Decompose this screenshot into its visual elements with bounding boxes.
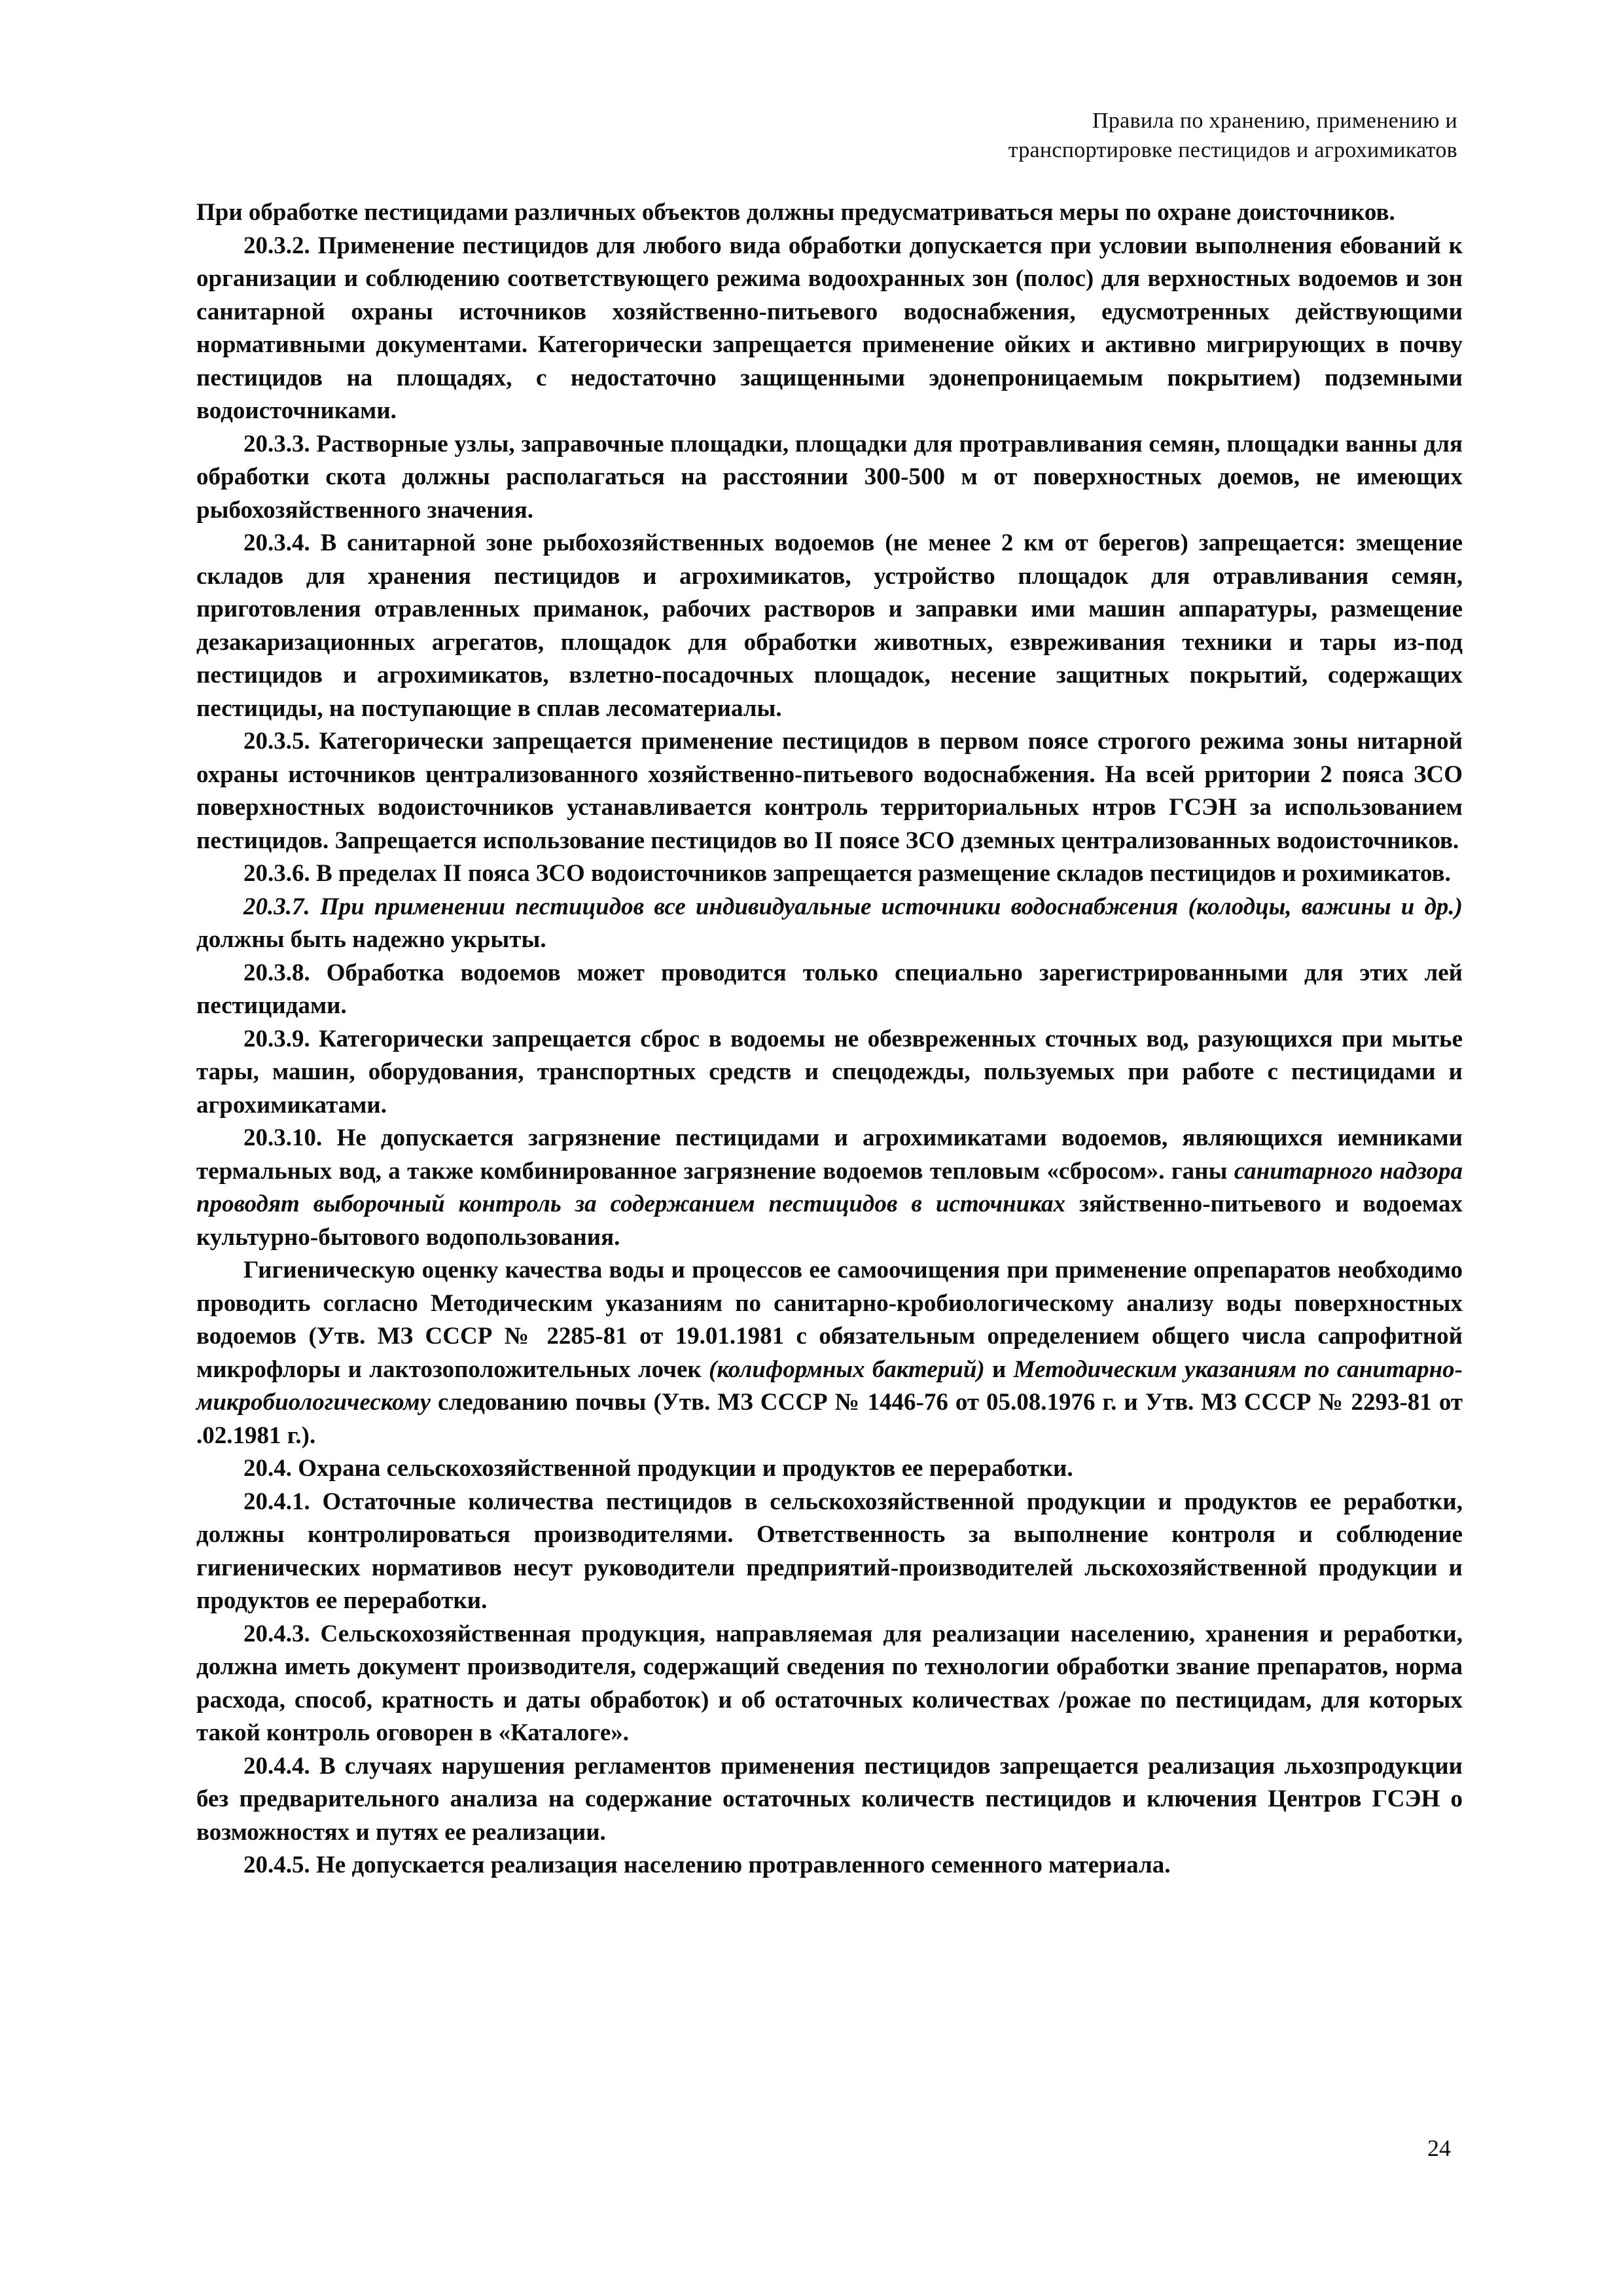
paragraph-20-3-10-part-1: 20.3.10. Не допускается загрязнение пестицидами и агрохимикатами водоемов, являющихся иемниками термальных вод, а также комбинированное загрязнение водоемов тепловым «сбросом». ганы — [196, 1124, 1463, 1185]
paragraph-hygiene-part-3: следованию почвы (Утв. МЗ СССР № 1446-76 от 05.08.1976 г. и Утв. МЗ СССР № 2293-81 от .02.1981 г.). — [196, 1389, 1463, 1449]
paragraph-20-3-7-rest: должны быть надежно укрыты. — [196, 926, 546, 953]
paragraph-hygiene-part-1: Гигиеническую оценку качества воды и процессов ее самоочищения при применение опрепаратов необходимо проводить согласно Методическим указаниям по санитарно-кробиологическому анализу воды поверхностных водоемов (Утв. МЗ СССР № 2285-81 от 19.01.1981 с обязательным определением общего числа сапрофитной микрофлоры и лактозоположительных лочек — [196, 1257, 1463, 1383]
running-header-line-2: транспортировке пестицидов и агрохимикатов — [1008, 138, 1457, 162]
paragraph-20-4-5: 20.4.5. Не допускается реализация населению протравленного семенного материала. — [243, 1852, 1171, 1878]
paragraph-20-4-4: 20.4.4. В случаях нарушения регламентов применения пестицидов запрещается реализация льхозпродукции без предварительного анализа на содержание остаточных количеств пестицидов и ключения Центров ГСЭН о возможностях и путях ее реализации. — [196, 1752, 1463, 1846]
paragraph-hygiene-part-2: и — [984, 1355, 1014, 1383]
paragraph-hygiene-italic-2: Методическим указаниям по санитарно-микробиологическому — [196, 1355, 1463, 1416]
paragraph-20-3-2: 20.3.2. Применение пестицидов для любого вида обработки допускается при условии выполнения ебований к организации и соблюдению соответствующего режима водоохранных зон (полос) для верхностных водоемов и зон санитарной охраны источников хозяйственно-питьевого водоснабжения, едусмотренных действующими нормативными документами. Категорически запрещается применение ойких и активно мигрирующих в почву пестицидов на площадях, с недостаточно защищенными эдонепроницаемым покрытием) подземными водоисточниками. — [196, 232, 1463, 424]
paragraph-20-3-4: 20.3.4. В санитарной зоне рыбохозяйственных водоемов (не менее 2 км от берегов) запрещается: змещение складов для хранения пестицидов и агрохимикатов, устройство площадок для отравливания семян, приготовления отравленных приманок, рабочих растворов и заправки ими машин аппаратуры, размещение дезакаризационных агрегатов, площадок для обработки животных, езвреживания техники и тары из-под пестицидов и агрохимикатов, взлетно-посадочных площадок, несение защитных покрытий, содержащих пестициды, на поступающие в сплав лесоматериалы. — [196, 529, 1463, 722]
paragraph-20-4: 20.4. Охрана сельскохозяйственной продукции и продуктов ее переработки. — [243, 1455, 1073, 1482]
paragraph-20-3-7 — [196, 891, 1463, 957]
paragraph-20-3-3: 20.3.3. Растворные узлы, заправочные площадки, площадки для протравливания семян, площадки ванны для обработки скота должны располагаться на расстоянии 300-500 м от поверхностных доемов, не имеющих рыбохозяйственного значения. — [196, 430, 1463, 524]
running-header — [1008, 106, 1457, 165]
paragraph-20-3-10 — [196, 1122, 1463, 1254]
paragraph-hygiene-italic-1: (колиформных бактерий) — [709, 1355, 985, 1383]
paragraph-20-4-3: 20.4.3. Сельскохозяйственная продукция, направляемая для реализации населению, хранения и реработки, должна иметь документ производителя, содержащий сведения по технологии обработки звание препаратов, норма расхода, способ, кратность и даты обработок) и об остаточных количествах /рожае по пестицидам, для которых такой контроль оговорен в «Каталоге». — [196, 1620, 1463, 1746]
paragraph-20-3-10-part-2: зяйственно-питьевого и водоемах культурно-бытового водопользования. — [196, 1191, 1463, 1251]
paragraph-hygiene-assessment — [196, 1254, 1463, 1452]
paragraph-20-3-10-italic: санитарного надзора проводят выборочный контроль за содержанием пестицидов в источниках — [196, 1157, 1463, 1217]
paragraph-20-3-8: 20.3.8. Обработка водоемов может проводится только специально зарегистрированными для этих лей пестицидами. — [196, 959, 1463, 1019]
paragraph-intro: При обработке пестицидами различных объектов должны предусматриваться меры по охране доисточников. — [196, 199, 1395, 226]
paragraph-20-3-7-italic: 20.3.7. При применении пестицидов все индивидуальные источники водоснабжения (колодцы, важины и др.) — [243, 893, 1463, 920]
paragraph-20-3-6: 20.3.6. В пределах II пояса ЗСО водоисточников запрещается размещение складов пестицидов и рохимикатов. — [243, 860, 1451, 887]
paragraph-20-4-1: 20.4.1. Остаточные количества пестицидов в сельскохозяйственной продукции и продуктов ее реработки, должны контролироваться производителями. Ответственность за выполнение контроля и соблюдение гигиенических нормативов несут руководители предприятий-производителей льскохозяйственной продукции и продуктов ее переработки. — [196, 1488, 1463, 1614]
paragraph-20-3-5: 20.3.5. Категорически запрещается применение пестицидов в первом поясе строгого режима зоны нитарной охраны источников централизованного хозяйственно-питьевого водоснабжения. На всей рритории 2 пояса ЗСО поверхностных водоисточников устанавливается контроль территориальных нтров ГСЭН за использованием пестицидов. Запрещается использование пестицидов во II поясе ЗСО дземных централизованных водоисточников. — [196, 728, 1463, 854]
paragraph-20-3-9: 20.3.9. Категорически запрещается сброс в водоемы не обезвреженных сточных вод, разующихся при мытье тары, машин, оборудования, транспортных средств и спецодежды, пользуемых при работе с пестицидами и агрохимикатами. — [196, 1025, 1463, 1119]
page-number: 24 — [1427, 2135, 1451, 2161]
running-header-line-1: Правила по хранению, применению и — [1092, 109, 1457, 133]
body-text — [196, 196, 1463, 1882]
